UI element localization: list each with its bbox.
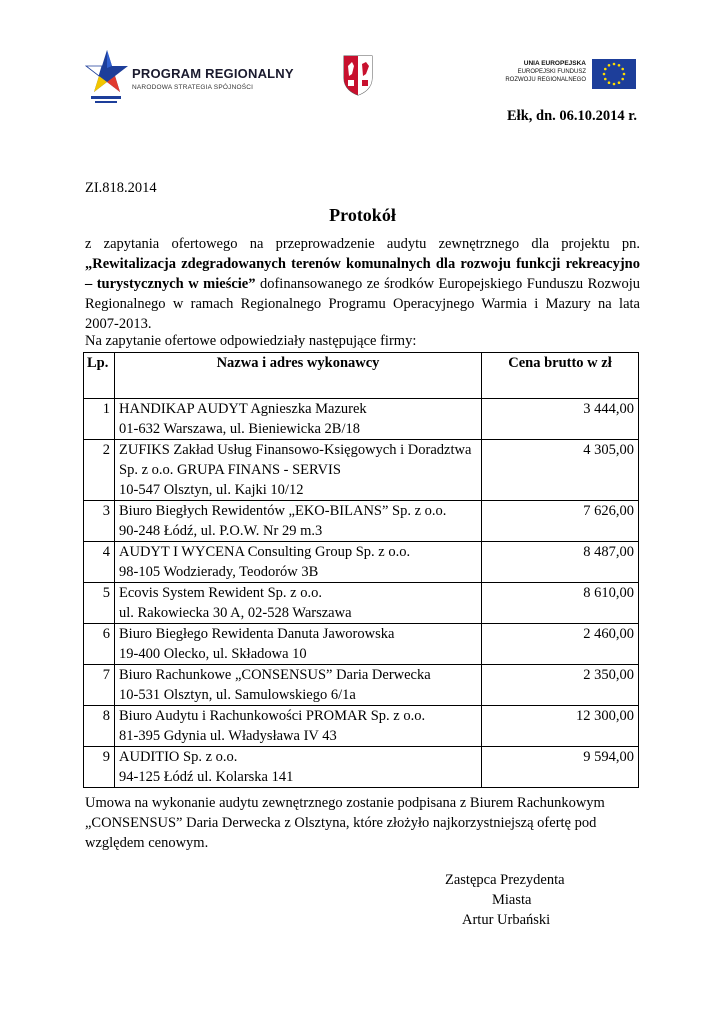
firm-line: Biuro Biegłych Rewidentów „EKO-BILANS” Sp. z o.o. [119, 503, 447, 519]
row-price: 4 305,00 [482, 440, 639, 501]
row-firm-name-address [115, 501, 482, 542]
project-title-part-2: – turystycznych w mieście” [85, 276, 256, 292]
eu-logo-line2: EUROPEJSKI FUNDUSZ [517, 69, 586, 75]
row-lp: 8 [84, 706, 115, 747]
place-date: Ełk, dn. 06.10.2014 r. [507, 108, 637, 124]
row-firm-name-address [115, 542, 482, 583]
summary-line-3: względem cenowym. [85, 835, 209, 851]
table-row [84, 440, 639, 501]
table-row [84, 501, 639, 542]
firm-line: 81-395 Gdynia ul. Władysława IV 43 [119, 728, 337, 744]
firm-line: AUDYT I WYCENA Consulting Group Sp. z o.o. [119, 544, 411, 560]
row-price: 8 610,00 [482, 583, 639, 624]
signature-role: Zastępca Prezydenta [445, 872, 565, 888]
firm-line: 90-248 Łódź, ul. P.O.W. Nr 29 m.3 [119, 523, 323, 539]
program-regionalny-logo [85, 48, 295, 106]
row-lp: 2 [84, 440, 115, 501]
signature-block [420, 870, 600, 930]
table-row [84, 542, 639, 583]
row-lp: 1 [84, 399, 115, 440]
program-regionalny-star-icon [85, 48, 129, 106]
row-firm-name-address [115, 624, 482, 665]
table-row [84, 665, 639, 706]
document-title: Protokół [329, 205, 396, 225]
signature-city: Miasta [492, 892, 532, 908]
reference-number: ZI.818.2014 [85, 180, 157, 196]
table-header-row [84, 353, 639, 399]
row-price: 3 444,00 [482, 399, 639, 440]
firm-line: 10-547 Olsztyn, ul. Kajki 10/12 [119, 482, 304, 498]
row-price: 9 594,00 [482, 747, 639, 788]
intro-line-3 [85, 274, 640, 294]
table-row [84, 706, 639, 747]
row-lp: 5 [84, 583, 115, 624]
firm-line: Ecovis System Rewident Sp. z o.o. [119, 585, 322, 601]
row-price: 7 626,00 [482, 501, 639, 542]
program-regionalny-subtitle: NARODOWA STRATEGIA SPÓJNOŚCI [132, 84, 254, 91]
firm-line: 10-531 Olsztyn, ul. Samulowskiego 6/1a [119, 687, 356, 703]
intro-line-2 [85, 254, 640, 274]
firms-table-body [84, 399, 639, 788]
row-firm-name-address [115, 706, 482, 747]
intro-line-3-rest: dofinansowanego ze środków Europejskiego Funduszu Rozwoju [255, 276, 640, 292]
row-lp: 9 [84, 747, 115, 788]
intro-paragraph [85, 234, 640, 334]
table-row [84, 624, 639, 665]
eu-logo-text [500, 60, 586, 84]
row-lp: 4 [84, 542, 115, 583]
row-firm-name-address [115, 665, 482, 706]
firm-line: ul. Rakowiecka 30 A, 02-528 Warszawa [119, 605, 352, 621]
header-name: Nazwa i adres wykonawcy [115, 353, 482, 399]
summary-line-1: Umowa na wykonanie audytu zewnętrznego zostanie podpisana z Biurem Rachunkowym [85, 795, 605, 811]
intro-line-4: Regionalnego w ramach Regionalnego Programu Operacyjnego Warmia i Mazury na lata [85, 296, 640, 312]
firm-line: AUDITIO Sp. z o.o. [119, 749, 238, 765]
row-lp: 7 [84, 665, 115, 706]
row-price: 2 460,00 [482, 624, 639, 665]
signature-name: Artur Urbański [462, 912, 551, 928]
row-lp: 3 [84, 501, 115, 542]
program-regionalny-title: PROGRAM REGIONALNY [132, 66, 294, 81]
row-firm-name-address [115, 440, 482, 501]
row-firm-name-address [115, 399, 482, 440]
firm-line: 01-632 Warszawa, ul. Bieniewicka 2B/18 [119, 421, 360, 437]
eu-logo-line1: UNIA EUROPEJSKA [523, 60, 586, 67]
row-firm-name-address [115, 583, 482, 624]
firm-line: 94-125 Łódź ul. Kolarska 141 [119, 769, 294, 785]
summary-paragraph [85, 793, 630, 853]
intro-line-5: 2007-2013. [85, 316, 152, 332]
firm-line: 19-400 Olecko, ul. Składowa 10 [119, 646, 307, 662]
project-title-part-1: „Rewitalizacja zdegradowanych terenów komunalnych dla rozwoju funkcji rekreacyjno [85, 256, 640, 272]
firms-intro: Na zapytanie ofertowe odpowiedziały następujące firmy: [85, 333, 417, 349]
firm-line: ZUFIKS Zakład Usług Finansowo-Księgowych i Doradztwa [119, 442, 472, 458]
firm-line: Biuro Rachunkowe „CONSENSUS” Daria Derwecka [119, 667, 431, 683]
firms-table [83, 352, 639, 788]
row-price: 2 350,00 [482, 665, 639, 706]
table-row [84, 399, 639, 440]
eu-flag-icon [592, 59, 636, 89]
firm-line: Sp. z o.o. GRUPA FINANS - SERVIS [119, 462, 341, 478]
warmia-mazury-crest-icon [342, 54, 374, 96]
firm-line: Biuro Audytu i Rachunkowości PROMAR Sp. z o.o. [119, 708, 426, 724]
header-lp: Lp. [84, 353, 115, 399]
row-lp: 6 [84, 624, 115, 665]
firm-line: 98-105 Wodzierady, Teodorów 3B [119, 564, 319, 580]
table-row [84, 747, 639, 788]
row-price: 8 487,00 [482, 542, 639, 583]
eu-logo-line3: ROZWOJU REGIONALNEGO [505, 77, 586, 83]
header-price: Cena brutto w zł [482, 353, 639, 399]
intro-line-1: z zapytania ofertowego na przeprowadzenie audytu zewnętrznego dla projektu pn. [85, 236, 640, 252]
firm-line: HANDIKAP AUDYT Agnieszka Mazurek [119, 401, 367, 417]
table-row [84, 583, 639, 624]
firm-line: Biuro Biegłego Rewidenta Danuta Jaworowska [119, 626, 395, 642]
row-firm-name-address [115, 747, 482, 788]
row-price: 12 300,00 [482, 706, 639, 747]
summary-line-2: „CONSENSUS” Daria Derwecka z Olsztyna, które złożyło najkorzystniejszą ofertę pod [85, 815, 597, 831]
